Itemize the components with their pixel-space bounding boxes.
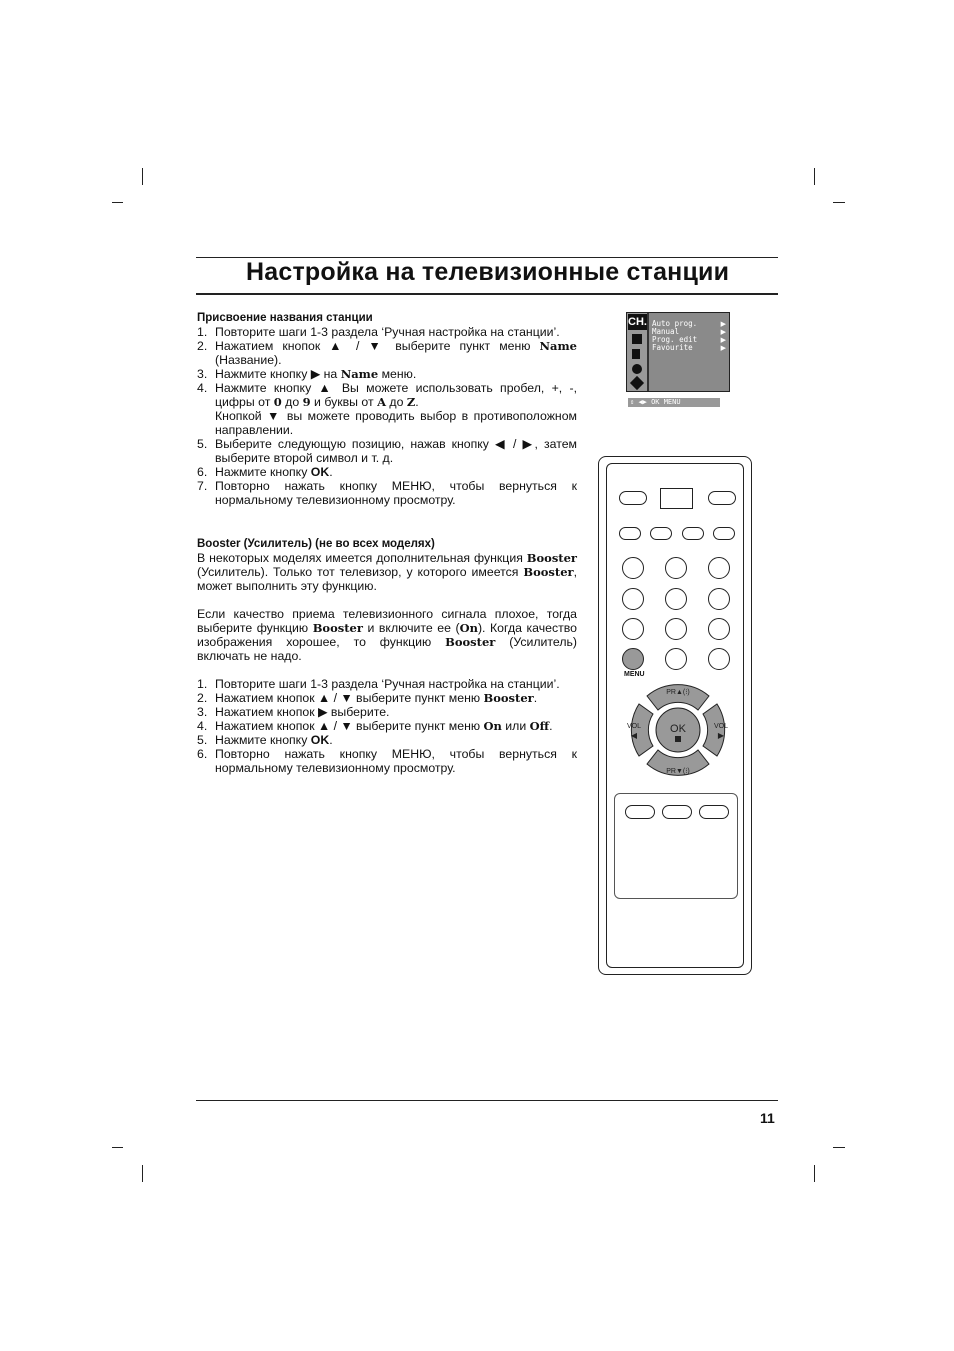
remote-button bbox=[708, 491, 736, 505]
tv-menu-item: Auto prog. bbox=[652, 319, 698, 328]
bold-term: OK bbox=[310, 733, 330, 747]
channel-tab: CH. bbox=[628, 316, 647, 328]
vol-right-label: VOL bbox=[713, 723, 729, 730]
picture-icon bbox=[632, 334, 642, 344]
list-item bbox=[197, 479, 577, 507]
item-number: 6. bbox=[197, 465, 208, 479]
bold-term: Name bbox=[539, 339, 577, 353]
item-number: 6. bbox=[197, 747, 208, 761]
number-button bbox=[708, 618, 730, 640]
page-title: Настройка на телевизионные станции bbox=[246, 258, 730, 286]
text-run: Повторно нажать кнопку МЕНЮ, чтобы вернуться к нормальному телевизионному просмотру. bbox=[215, 747, 577, 775]
text-run: Нажатием кнопок ▶ выберите. bbox=[215, 705, 390, 719]
item-text bbox=[215, 465, 577, 479]
section-heading: Присвоение названия станции bbox=[197, 312, 373, 324]
item-number: 3. bbox=[197, 705, 208, 719]
text-run: Нажмите кнопку bbox=[215, 465, 311, 479]
bold-term: Booster bbox=[445, 635, 496, 649]
text-run: Нажатием кнопок ▲ / ▼ выберите пункт меню bbox=[215, 339, 540, 353]
booster-steps bbox=[197, 677, 577, 775]
text-run: ). Когда качество изображения хорошее, то функцию bbox=[197, 621, 577, 649]
tv-help-bar: ⇕ ◀▶ OK MENU bbox=[628, 398, 720, 407]
remote-button bbox=[699, 805, 729, 819]
menu-button bbox=[622, 648, 644, 670]
text-run: Нажатием кнопок ▲ / ▼ выберите пункт меню bbox=[215, 719, 484, 733]
arrow-right-icon: ▶ bbox=[720, 345, 726, 352]
number-button bbox=[665, 648, 687, 670]
list-item bbox=[197, 465, 577, 479]
booster-paragraph-1 bbox=[197, 551, 577, 593]
remote-button bbox=[619, 527, 641, 540]
list-item bbox=[197, 719, 577, 733]
text-run: меню. bbox=[378, 367, 417, 381]
remote-button bbox=[619, 491, 647, 505]
page-number: 11 bbox=[760, 1110, 775, 1126]
text-run: Нажмите кнопку bbox=[215, 733, 311, 747]
text-run: Если качество приема телевизионного сигнала плохое, тогда выберите функцию bbox=[197, 607, 577, 635]
number-button bbox=[622, 588, 644, 610]
item-number: 1. bbox=[197, 325, 208, 339]
text-run: , может выполнить эту функцию. bbox=[197, 565, 577, 593]
bold-term: Booster bbox=[483, 691, 534, 705]
list-item bbox=[197, 747, 577, 775]
remote-button bbox=[713, 527, 735, 540]
number-button bbox=[665, 618, 687, 640]
number-button bbox=[622, 618, 644, 640]
item-number: 2. bbox=[197, 339, 208, 353]
item-number: 1. bbox=[197, 677, 208, 691]
text-run: Нажатием кнопок ▲ / ▼ выберите пункт меню bbox=[215, 691, 484, 705]
tv-menu-list bbox=[652, 320, 697, 352]
list-item bbox=[197, 677, 577, 691]
navigation-pad bbox=[620, 680, 736, 780]
section-booster bbox=[197, 537, 577, 775]
bold-term: OK bbox=[310, 465, 330, 479]
title-rule-bottom bbox=[196, 293, 778, 295]
text-run: . bbox=[533, 691, 538, 705]
number-button bbox=[708, 648, 730, 670]
remote-button bbox=[662, 805, 692, 819]
tv-menu-item: Manual bbox=[652, 327, 680, 336]
arrow-right-icon: ▶ bbox=[720, 329, 726, 336]
item-text bbox=[215, 437, 577, 465]
item-text bbox=[215, 705, 577, 719]
text-run: и включите ее ( bbox=[362, 621, 460, 635]
special-icon bbox=[630, 376, 644, 390]
clock-icon bbox=[632, 364, 642, 374]
list-item bbox=[197, 367, 577, 381]
tv-menu-item: Favourite bbox=[652, 343, 693, 352]
remote-button bbox=[660, 488, 693, 509]
number-button bbox=[622, 557, 644, 579]
bold-term: 0 bbox=[273, 395, 282, 409]
remote-button bbox=[625, 805, 655, 819]
item-text bbox=[215, 367, 577, 381]
list-item bbox=[197, 339, 577, 367]
text-run: Нажмите кнопку ▶ на bbox=[215, 367, 341, 381]
remote-button bbox=[682, 527, 704, 540]
bold-term: Booster bbox=[526, 551, 577, 565]
text-run: . bbox=[549, 719, 553, 733]
bold-term: Booster bbox=[312, 621, 363, 635]
booster-paragraph-2 bbox=[197, 607, 577, 663]
arrow-right-icon: ▶ bbox=[720, 321, 726, 328]
number-button bbox=[708, 588, 730, 610]
naming-steps bbox=[197, 325, 577, 507]
item-text bbox=[215, 719, 577, 733]
item-text bbox=[215, 677, 577, 691]
section-heading: Booster (Усилитель) (не во всех моделях) bbox=[197, 538, 435, 550]
item-number: 5. bbox=[197, 437, 208, 451]
bold-term: Booster bbox=[523, 565, 574, 579]
text-run: . bbox=[329, 733, 333, 747]
bold-term: Off bbox=[529, 719, 550, 733]
footer-rule bbox=[196, 1100, 778, 1101]
item-text bbox=[215, 381, 577, 409]
text-run: В некоторых моделях имеется дополнительная функция bbox=[197, 551, 527, 565]
item-number: 2. bbox=[197, 691, 208, 705]
tv-menu-screen bbox=[626, 312, 730, 392]
item-number: 3. bbox=[197, 367, 208, 381]
item-text bbox=[215, 339, 577, 367]
item-number: 5. bbox=[197, 733, 208, 747]
item-text bbox=[215, 691, 577, 705]
item-text bbox=[215, 747, 577, 775]
text-run: Повторите шаги 1-3 раздела ‘Ручная настройка на станции’. bbox=[215, 677, 560, 691]
text-run: и буквы от bbox=[310, 395, 378, 409]
item-text bbox=[215, 325, 577, 339]
text-run: Выберите следующую позицию, нажав кнопку ◀ / ▶, затем выберите второй символ и т. д. bbox=[215, 437, 577, 465]
number-button bbox=[708, 557, 730, 579]
item-text bbox=[215, 479, 577, 507]
item-number: 4. bbox=[197, 381, 208, 395]
item-note: Кнопкой ▼ вы можете проводить выбор в противоположном направлении. bbox=[215, 409, 577, 437]
list-item bbox=[197, 325, 577, 339]
number-button bbox=[665, 588, 687, 610]
bold-term: On bbox=[483, 719, 502, 733]
text-run: Повторите шаги 1-3 раздела ‘Ручная настройка на станции’. bbox=[215, 325, 560, 339]
text-run: до bbox=[386, 395, 407, 409]
text-run: . bbox=[329, 465, 333, 479]
text-run: или bbox=[501, 719, 530, 733]
remote-button bbox=[650, 527, 672, 540]
bold-term: A bbox=[377, 395, 386, 409]
svg-text:◀: ◀ bbox=[630, 731, 638, 740]
text-run: (Название). bbox=[215, 353, 282, 367]
text-run: . bbox=[415, 395, 419, 409]
list-item bbox=[197, 381, 577, 437]
item-text bbox=[215, 733, 577, 747]
sound-icon bbox=[632, 349, 640, 359]
bold-term: Z bbox=[406, 395, 416, 409]
list-item bbox=[197, 437, 577, 465]
text-run: Нажмите кнопку ▲ Вы можете использовать пробел, +, -, цифры от bbox=[215, 381, 577, 409]
list-item bbox=[197, 691, 577, 705]
pr-down-label: PR▼(⁝) bbox=[666, 768, 690, 775]
number-button bbox=[665, 557, 687, 579]
tv-menu-item: Prog. edit bbox=[652, 335, 698, 344]
text-run: (Усилитель) включать не надо. bbox=[197, 635, 577, 663]
tv-menu-icons bbox=[627, 313, 649, 391]
section-naming bbox=[197, 311, 577, 507]
item-number: 4. bbox=[197, 719, 208, 733]
text-run: (Усилитель). Только тот телевизор, у которого имеется bbox=[197, 565, 524, 579]
arrow-right-icon: ▶ bbox=[720, 337, 726, 344]
svg-text:▶: ▶ bbox=[717, 731, 725, 740]
pr-up-label: PR▲(⁝) bbox=[666, 689, 690, 696]
text-run: Повторно нажать кнопку МЕНЮ, чтобы вернуться к нормальному телевизионному просмотру. bbox=[215, 479, 577, 507]
list-item bbox=[197, 733, 577, 747]
list-item bbox=[197, 705, 577, 719]
item-number: 7. bbox=[197, 479, 208, 493]
ok-label: OK bbox=[670, 723, 686, 735]
bold-term: Name bbox=[340, 367, 379, 381]
bold-term: On bbox=[459, 621, 478, 635]
menu-label: MENU bbox=[624, 671, 645, 678]
bold-term: 9 bbox=[302, 395, 311, 409]
text-run: до bbox=[281, 395, 303, 409]
vol-left-label: VOL bbox=[626, 723, 642, 730]
